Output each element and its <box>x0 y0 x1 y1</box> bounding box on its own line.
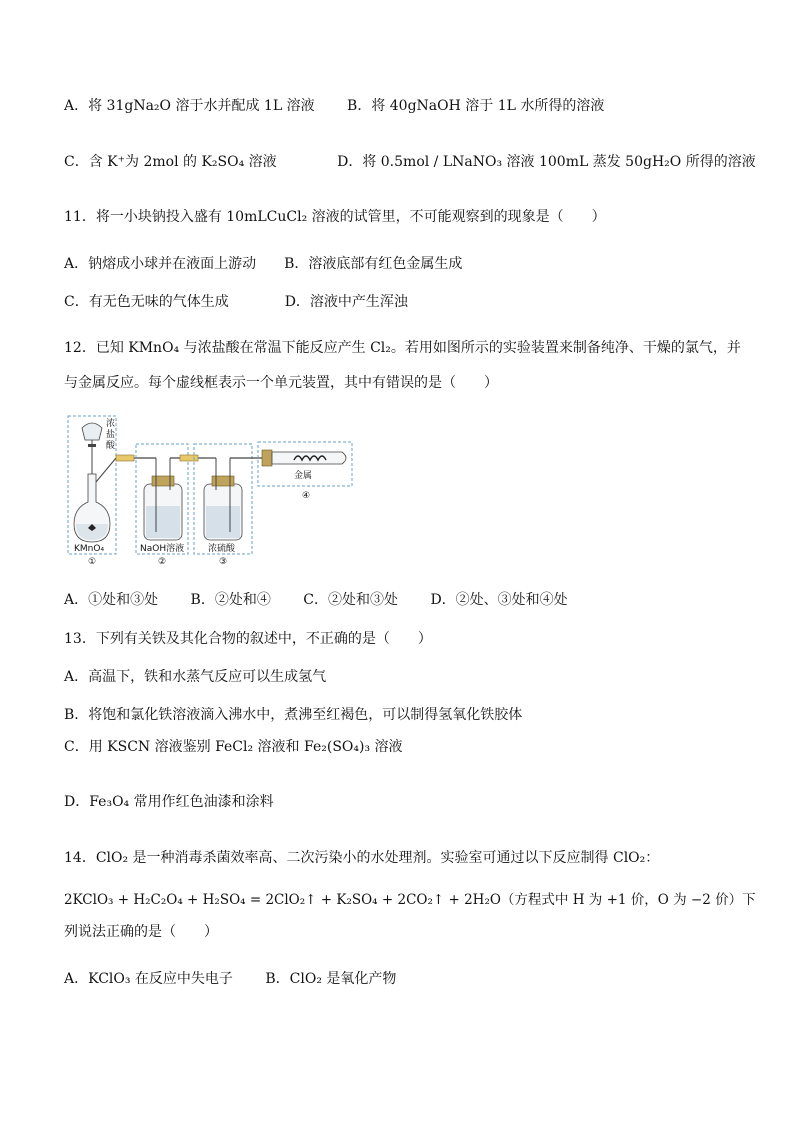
bottle2-stopper <box>152 476 174 486</box>
svg-text:①: ① <box>88 557 97 567</box>
tube4-stopper <box>262 450 272 466</box>
q11-option-cd: C．有无色无味的气体生成 D．溶液中产生浑浊 <box>64 294 408 310</box>
svg-text:浓: 浓 <box>106 419 116 429</box>
svg-text:②: ② <box>158 557 167 567</box>
q11-stem: 11．将一小块钠投入盛有 10mLCuCl₂ 溶液的试管里，不可能观察到的现象是（ ） <box>64 209 606 225</box>
q12-stem-line2: 与金属反应。每个虚线框表示一个单元装置，其中有错误的是（ ） <box>64 375 498 391</box>
naoh-liquid <box>146 506 180 538</box>
q13-option-a: A．高温下，铁和水蒸气反应可以生成氢气 <box>64 669 327 685</box>
h2so4-liquid <box>206 506 240 538</box>
rubber-connector-2-icon <box>180 455 198 461</box>
q13-option-b: B．将饱和氯化铁溶液滴入沸水中，煮沸至红褐色，可以制得氢氧化铁胶体 <box>64 707 523 723</box>
apparatus-svg <box>66 414 356 568</box>
funnel-icon <box>82 423 102 440</box>
q13-option-c: C．用 KSCN 溶液鉴别 FeCl₂ 溶液和 Fe₂(SO₄)₃ 溶液 <box>64 739 403 755</box>
q14-option-ab: A．KClO₃ 在反应中失电子 B．ClO₂ 是氧化产物 <box>64 971 397 987</box>
q14-equation: 2KClO₃ + H₂C₂O₄ + H₂SO₄ = 2ClO₂↑ + K₂SO₄ + 2CO₂↑ + 2H₂O（方程式中 H 为 +1 价，O 为 −2 价）下 <box>64 892 756 908</box>
bottle3-stopper <box>212 476 234 486</box>
rubber-connector-icon <box>116 455 134 461</box>
flask-outlet <box>96 458 116 482</box>
q11-option-ab: A．钠熔成小球并在液面上游动 B．溶液底部有红色金属生成 <box>64 256 463 272</box>
svg-text:酸: 酸 <box>106 441 116 451</box>
svg-text:浓硫酸: 浓硫酸 <box>208 544 236 554</box>
q10-option-cd: C．含 K⁺为 2mol 的 K₂SO₄ 溶液 D．将 0.5mol / LNaNO₃ 溶液 100mL 蒸发 50gH₂O 所得的溶液 <box>64 154 756 170</box>
svg-text:④: ④ <box>302 491 311 501</box>
q14-stem: 14．ClO₂ 是一种消毒杀菌效率高、二次污染小的水处理剂。实验室可通过以下反应制得 ClO₂： <box>64 850 660 866</box>
apparatus-diagram <box>66 414 356 568</box>
svg-text:NaOH溶液: NaOH溶液 <box>140 544 185 554</box>
q10-option-ab: A．将 31gNa₂O 溶于水并配成 1L 溶液 B．将 40gNaOH 溶于 1L 水所得的溶液 <box>64 98 605 114</box>
q13-stem: 13．下列有关铁及其化合物的叙述中，不正确的是（ ） <box>64 631 432 647</box>
svg-text:盐: 盐 <box>106 430 116 440</box>
q14-stem-line2: 列说法正确的是（ ） <box>64 924 218 940</box>
q12-stem-line1: 12．已知 KMnO₄ 与浓盐酸在常温下能反应产生 Cl₂。若用如图所示的实验装置来制备纯净、干燥的氯气，并 <box>64 340 741 356</box>
svg-text:KMnO₄: KMnO₄ <box>74 544 105 554</box>
svg-text:金属: 金属 <box>294 471 313 481</box>
q13-option-d: D．Fe₃O₄ 常用作红色油漆和涂料 <box>64 794 274 810</box>
funnel-stopcock <box>88 444 96 447</box>
svg-text:③: ③ <box>219 557 228 567</box>
q12-options: A．①处和③处 B．②处和④ C．②处和③处 D．②处、③处和④处 <box>64 592 568 608</box>
